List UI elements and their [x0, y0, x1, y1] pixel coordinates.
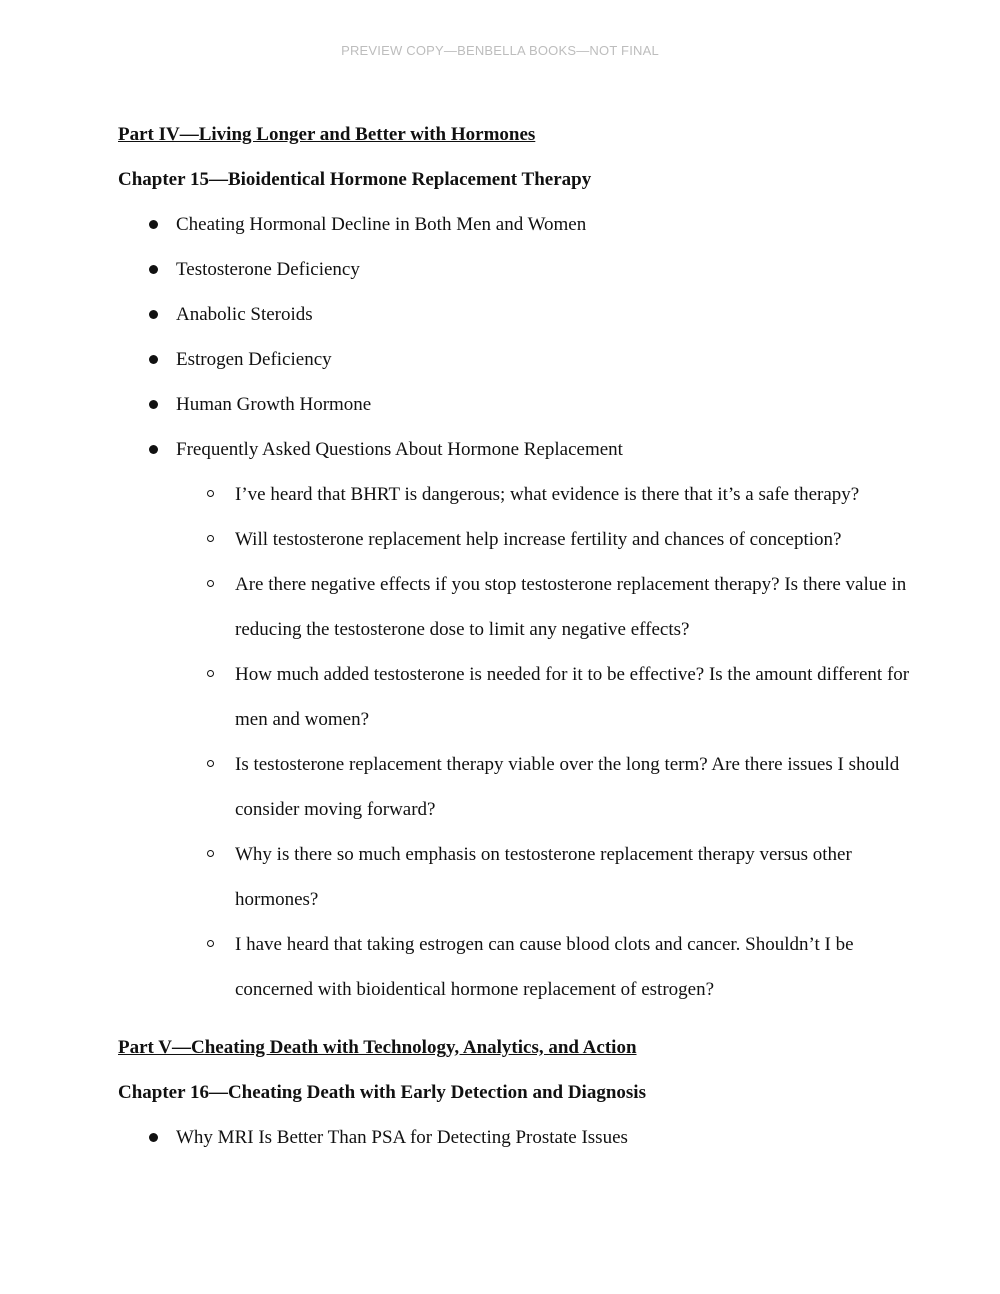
- bullet-icon: [149, 265, 158, 274]
- part-4-heading: Part IV—Living Longer and Better with Hormones: [118, 124, 536, 145]
- faq-item: [118, 922, 918, 1012]
- faq-item: [118, 652, 918, 742]
- toc-content: [118, 112, 918, 1160]
- list-item-text: Human Growth Hormone: [176, 394, 372, 415]
- chapter-16-topics: [118, 1115, 918, 1160]
- faq-item: [118, 562, 918, 652]
- list-item: [118, 202, 918, 247]
- list-item: [118, 247, 918, 292]
- circle-bullet-icon: [207, 940, 214, 947]
- faq-item-text: How much added testosterone is needed for it to be effective? Is the amount different for men and women?: [235, 664, 910, 730]
- faq-item-text: Is testosterone replacement therapy viable over the long term? Are there issues I should consider moving forward?: [235, 754, 900, 820]
- faq-item-text: I have heard that taking estrogen can cause blood clots and cancer. Shouldn’t I be concerned with bioidentical hormone replacement of estrogen?: [235, 934, 854, 1000]
- circle-bullet-icon: [207, 670, 214, 677]
- bullet-icon: [149, 445, 158, 454]
- faq-item: [118, 472, 918, 517]
- circle-bullet-icon: [207, 580, 214, 587]
- section-spacer: [118, 1012, 918, 1025]
- faq-item: [118, 742, 918, 832]
- faq-item: [118, 517, 918, 562]
- chapter-16-heading: Chapter 16—Cheating Death with Early Detection and Diagnosis: [118, 1082, 646, 1103]
- list-item-text: Estrogen Deficiency: [176, 349, 332, 370]
- circle-bullet-icon: [207, 760, 214, 767]
- circle-bullet-icon: [207, 535, 214, 542]
- list-item: [118, 427, 918, 472]
- list-item-text: Why MRI Is Better Than PSA for Detecting Prostate Issues: [176, 1127, 628, 1148]
- faq-item-text: Will testosterone replacement help increase fertility and chances of conception?: [235, 529, 842, 550]
- faq-list: [118, 472, 918, 1012]
- circle-bullet-icon: [207, 490, 214, 497]
- faq-item: [118, 832, 918, 922]
- chapter-15-topics: [118, 202, 918, 472]
- list-item: [118, 1115, 918, 1160]
- chapter-15-heading: Chapter 15—Bioidentical Hormone Replacement Therapy: [118, 169, 592, 190]
- circle-bullet-icon: [207, 850, 214, 857]
- preview-watermark: PREVIEW COPY—BENBELLA BOOKS—NOT FINAL: [341, 43, 659, 58]
- bullet-icon: [149, 400, 158, 409]
- list-item-text: Cheating Hormonal Decline in Both Men and Women: [176, 214, 587, 235]
- list-item-text: Frequently Asked Questions About Hormone Replacement: [176, 439, 623, 460]
- bullet-icon: [149, 220, 158, 229]
- bullet-icon: [149, 310, 158, 319]
- faq-item-text: Are there negative effects if you stop testosterone replacement therapy? Is there value in reducing the testosterone dose to limit any negative effects?: [235, 574, 907, 640]
- bullet-icon: [149, 355, 158, 364]
- list-item-text: Testosterone Deficiency: [176, 259, 360, 280]
- list-item: [118, 382, 918, 427]
- list-item-text: Anabolic Steroids: [176, 304, 313, 325]
- faq-item-text: Why is there so much emphasis on testosterone replacement therapy versus other hormones?: [235, 844, 852, 910]
- bullet-icon: [149, 1133, 158, 1142]
- list-item: [118, 292, 918, 337]
- faq-item-text: I’ve heard that BHRT is dangerous; what evidence is there that it’s a safe therapy?: [235, 484, 860, 505]
- list-item: [118, 337, 918, 382]
- part-5-heading: Part V—Cheating Death with Technology, Analytics, and Action: [118, 1037, 637, 1058]
